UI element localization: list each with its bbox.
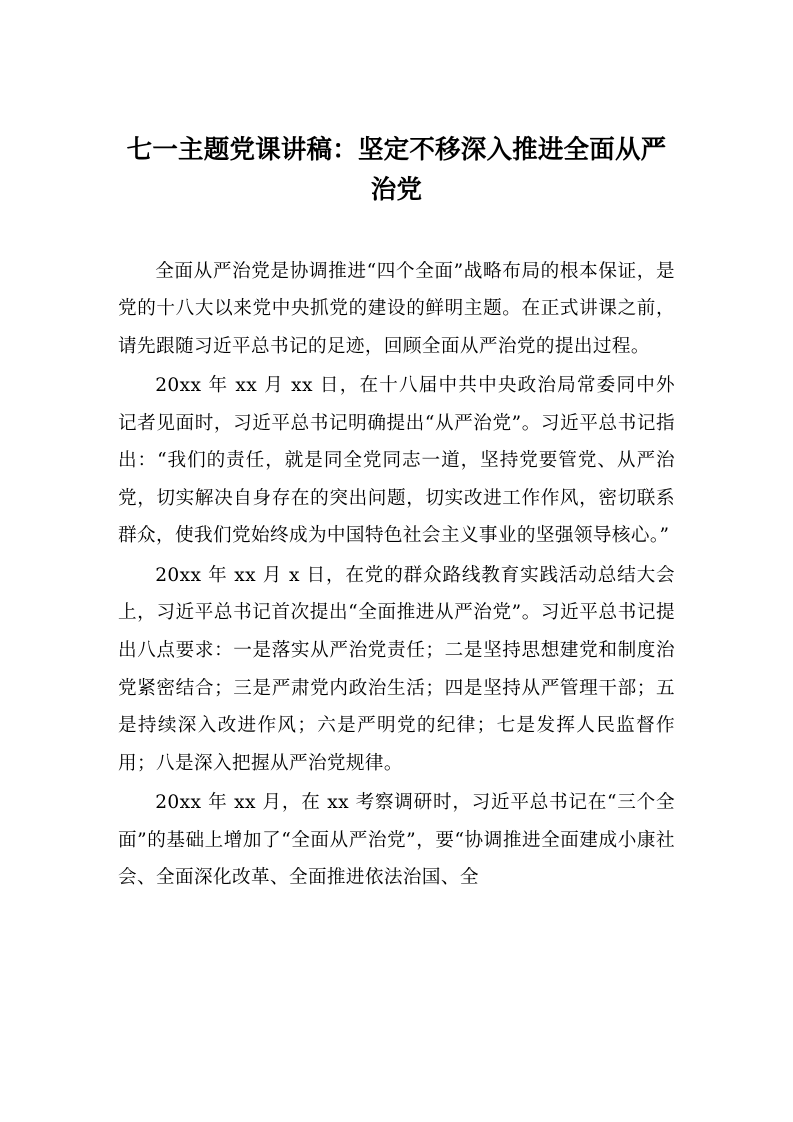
paragraph: 全面从严治党是协调推进“四个全面”战略布局的根本保证，是党的十八大以来党中央抓党的建设的鲜明主题。在正式讲课之前，请先跟随习近平总书记的足迹，回顾全面从严治党的提出过程。 [118,260,675,357]
page-title: 七一主题党课讲稿：坚定不移深入推进全面从严治党 [126,135,667,206]
paragraph: 20xx 年 xx 月，在 xx 考察调研时，习近平总书记在“三个全面”的基础上增加了“全面从严治党”，要“协调推进全面建成小康社会、全面深化改革、全面推进依法治国、全 [118,792,675,889]
paragraph: 20xx 年 xx 月 x 日，在党的群众路线教育实践活动总结大会上，习近平总书记首次提出“全面推进从严治党”。习近平总书记提出八点要求：一是落实从严治党责任；二是坚持思想建党和制度治党紧密结合；三是严肃党内政治生活；四是坚持从严管理干部；五是持续深入改进作风；六是严明党的纪律；七是发挥人民监督作用；八是深入把握从严治党规律。 [118,564,675,774]
document-body [118,253,675,897]
paragraph: 20xx 年 xx 月 xx 日，在十八届中共中央政治局常委同中外记者见面时，习近平总书记明确提出“从严治党”。习近平总书记指出：“我们的责任，就是同全党同志一道，坚持党要管党、从严治党，切实解决自身存在的突出问题，切实改进工作作风，密切联系群众，使我们党始终成为中国特色社会主义事业的坚强领导核心。” [118,375,675,547]
